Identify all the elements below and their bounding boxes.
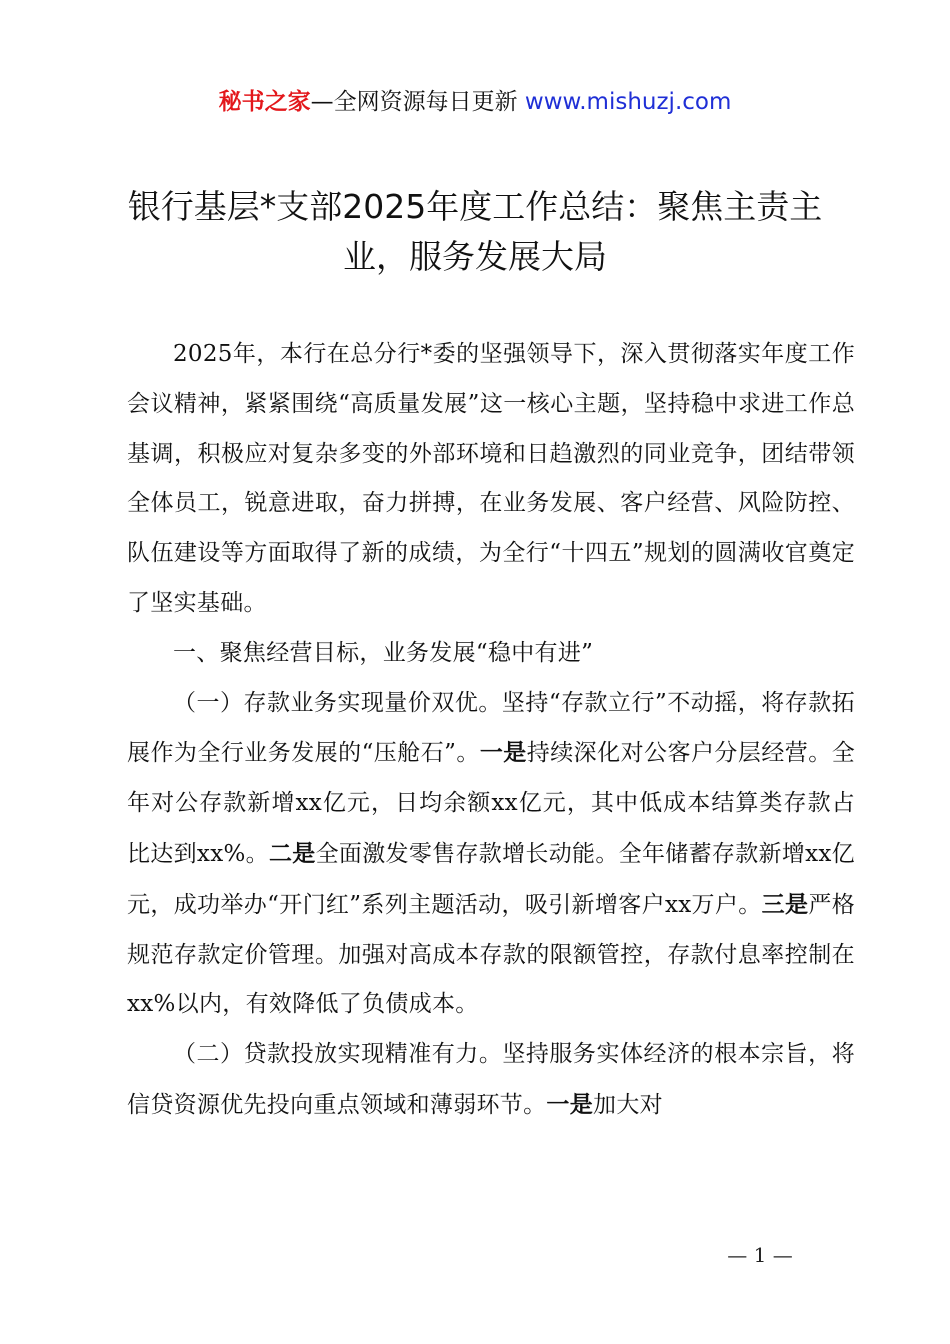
site-url-link[interactable]: www.mishuzj.com (524, 89, 732, 115)
ordinal-first: 一是 (546, 1090, 594, 1118)
site-tagline: —全网资源每日更新 (310, 89, 518, 115)
loan-lead: （二）贷款投放实现精准有力。坚持服务实体经济的根本宗旨，将信贷资源优先投向重点领域和薄弱环节。 (127, 1041, 855, 1118)
site-header (0, 84, 950, 120)
ordinal-third: 三是 (761, 890, 809, 918)
page-number: — 1 — (727, 1243, 793, 1267)
document-body (127, 330, 855, 1131)
document-title: 银行基层*支部2025年度工作总结：聚焦主责主业，服务发展大局 (127, 187, 823, 276)
loan-point-1: 加大对 (593, 1091, 663, 1118)
loan-paragraph (127, 1030, 855, 1131)
section-heading: 一、聚焦经营目标，业务发展“稳中有进” (173, 639, 594, 666)
ordinal-second: 二是 (268, 839, 316, 867)
deposit-paragraph (127, 679, 855, 1031)
deposit-point-3: 严格规范存款定价管理。加强对高成本存款的限额管控，存款付息率控制在xx%以内，有效降低了负债成本。 (127, 891, 855, 1018)
ordinal-first: 一是 (479, 739, 527, 767)
intro-paragraph: 2025年，本行在总分行*委的坚强领导下，深入贯彻落实年度工作会议精神，紧紧围绕“高质量发展”这一核心主题，坚持稳中求进工作总基调，积极应对复杂多变的外部环境和日趋激烈的同业竞争，团结带领全体员工，锐意进取，奋力拼搏，在业务发展、客户经营、风险防控、队伍建设等方面取得了新的成绩，为全行“十四五”规划的圆满收官奠定了坚实基础。 (127, 341, 855, 616)
deposit-lead: （一）存款业务实现量价双优。坚持“存款立行”不动摇，将存款拓展作为全行业务发展的“压舱石”。 (127, 689, 855, 767)
deposit-point-1: 持续深化对公客户分层经营。全年对公存款新增xx亿元，日均余额xx亿元，其中低成本结算类存款占比达到xx%。 (127, 740, 855, 867)
site-name: 秘书之家 (218, 89, 311, 115)
deposit-point-2: 全面激发零售存款增长动能。全年储蓄存款新增xx亿元，成功举办“开门红”系列主题活动，吸引新增客户xx万户。 (127, 840, 855, 918)
